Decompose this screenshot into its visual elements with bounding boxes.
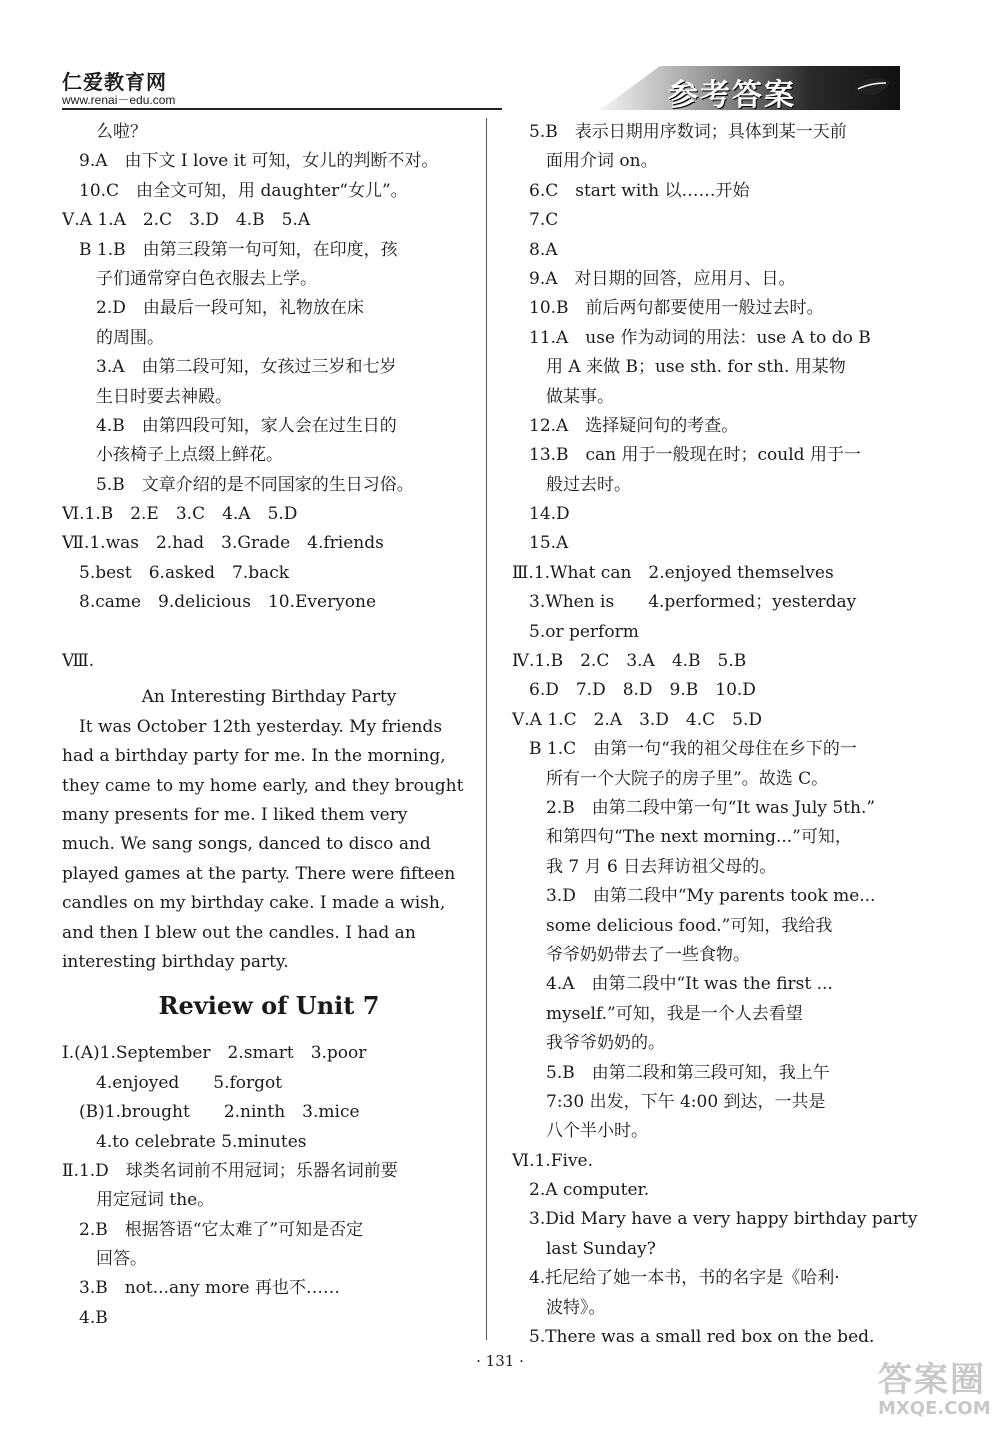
essay-line: many presents for me. I liked them very bbox=[62, 804, 408, 825]
answer-line: Ⅵ.1.Five. bbox=[512, 1150, 594, 1171]
answer-line: some delicious food.”可知，我给我 bbox=[512, 915, 833, 936]
answer-line: myself.”可知，我是一个人去看望 bbox=[512, 1003, 803, 1024]
answer-line: 5.or perform bbox=[512, 621, 639, 642]
answer-line: 波特》。 bbox=[512, 1297, 606, 1318]
essay-line: interesting birthday party. bbox=[62, 951, 289, 972]
answer-line: Ⅵ.1.B 2.E 3.C 4.A 5.D bbox=[62, 504, 298, 525]
answer-line: 般过去时。 bbox=[512, 474, 631, 495]
section-heading: Review of Unit 7 bbox=[158, 991, 380, 1021]
answer-line: 3.Did Mary have a very happy birthday party bbox=[512, 1209, 918, 1230]
essay-line: It was October 12th yesterday. My friends bbox=[62, 716, 443, 737]
answer-line: 4.B 由第四段可知，家人会在过生日的 bbox=[62, 415, 397, 436]
site-url: www.renai－edu.com bbox=[62, 93, 176, 107]
leaf-logo-icon bbox=[852, 74, 892, 104]
answer-line: 9.A 对日期的回答，应用月、日。 bbox=[512, 268, 796, 289]
answer-line: 用定冠词 the。 bbox=[62, 1190, 215, 1211]
header-rule bbox=[62, 108, 502, 110]
answer-line: 3.A 由第二段可知，女孩过三岁和七岁 bbox=[62, 357, 397, 378]
review-answer-lines bbox=[62, 1039, 476, 1333]
answer-line: 10.C 由全文可知，用 daughter“女儿”。 bbox=[62, 180, 408, 201]
answer-line: 4.enjoyed 5.forgot bbox=[62, 1072, 283, 1093]
answer-line: 8.A bbox=[512, 239, 558, 260]
essay-line: much. We sang songs, danced to disco and bbox=[62, 834, 431, 855]
answer-line: 回答。 bbox=[62, 1249, 147, 1270]
answer-line: 八个半小时。 bbox=[512, 1121, 648, 1142]
answer-line: 5.best 6.asked 7.back bbox=[62, 562, 290, 583]
answer-line: 子们通常穿白色衣服去上学。 bbox=[62, 268, 317, 289]
answer-line: (B)1.brought 2.ninth 3.mice bbox=[62, 1102, 360, 1123]
answer-line: 所有一个大院子的房子里”。故选 C。 bbox=[512, 768, 829, 789]
answer-line: 2.D 由最后一段可知，礼物放在床 bbox=[62, 298, 364, 319]
right-answer-lines bbox=[512, 118, 918, 1352]
answer-line: 12.A 选择疑问句的考查。 bbox=[512, 415, 739, 436]
answer-line: 5.B 由第二段和第三段可知，我上午 bbox=[512, 1062, 830, 1083]
answer-line: 15.A bbox=[512, 533, 569, 554]
answer-line: 4.托尼给了她一本书，书的名字是《哈利· bbox=[512, 1268, 840, 1289]
answer-line: 我 7 月 6 日去拜访祖父母的。 bbox=[512, 856, 777, 877]
watermark-url: MXQE.COM bbox=[878, 1398, 991, 1419]
answer-line: 2.B 由第二段中第一句“It was July 5th.” bbox=[512, 797, 876, 818]
right-column bbox=[512, 118, 918, 1352]
answer-line: 5.B 文章介绍的是不同国家的生日习俗。 bbox=[62, 474, 414, 495]
answer-line: 生日时要去神殿。 bbox=[62, 386, 232, 407]
answer-line: 4.to celebrate 5.minutes bbox=[62, 1131, 307, 1152]
answer-line: 我爷爷奶奶的。 bbox=[512, 1033, 665, 1054]
answer-line: 2.B 根据答语“它太难了”可知是否定 bbox=[62, 1219, 364, 1240]
essay-line: had a birthday party for me. In the morning, bbox=[62, 746, 446, 767]
answer-line: 2.A computer. bbox=[512, 1180, 650, 1201]
answer-line: 13.B can 用于一般现在时；could 用于一 bbox=[512, 445, 861, 466]
answer-line: 10.B 前后两句都要使用一般过去时。 bbox=[512, 298, 824, 319]
essay-title: An Interesting Birthday Party bbox=[141, 687, 397, 708]
answer-line: 8.came 9.delicious 10.Everyone bbox=[62, 592, 377, 613]
answer-line: Ⅴ.A 1.C 2.A 3.D 4.C 5.D bbox=[512, 709, 763, 730]
essay-line: and then I blew out the candles. I had an bbox=[62, 922, 416, 943]
essay-label: Ⅷ. bbox=[62, 651, 95, 672]
answer-line: 6.D 7.D 8.D 9.B 10.D bbox=[512, 680, 756, 701]
answer-line: 11.A use 作为动词的用法：use A to do B bbox=[512, 327, 871, 348]
site-name: 仁爱教育网 bbox=[62, 70, 167, 94]
answer-line: Ⅰ.(A)1.September 2.smart 3.poor bbox=[62, 1043, 367, 1064]
answer-line: 的周围。 bbox=[62, 327, 164, 348]
answer-line: 么啦？ bbox=[62, 122, 147, 142]
essay-line: they came to my home early, and they brought bbox=[62, 775, 464, 796]
answer-line: 面用介词 on。 bbox=[512, 151, 658, 172]
answer-line: 小孩椅子上点缀上鲜花。 bbox=[62, 445, 283, 466]
column-divider bbox=[486, 118, 487, 1340]
answer-line: Ⅶ.1.was 2.had 3.Grade 4.friends bbox=[62, 533, 384, 554]
answer-line: 用 A 来做 B；use sth. for sth. 用某物 bbox=[512, 357, 846, 378]
watermark-logo: 答案圈 bbox=[878, 1360, 986, 1400]
answer-line: 4.A 由第二段中“It was the first ... bbox=[512, 974, 833, 995]
answer-line: 做某事。 bbox=[512, 386, 614, 407]
essay-line: played games at the party. There were fifteen bbox=[62, 863, 456, 884]
answer-line: 6.C start with 以……开始 bbox=[512, 180, 750, 201]
answer-line: 5.B 表示日期用序数词；具体到某一天前 bbox=[512, 122, 847, 142]
answer-line: Ⅲ.1.What can 2.enjoyed themselves bbox=[512, 562, 834, 583]
answer-line: 7.C bbox=[512, 210, 559, 231]
answer-line: 9.A 由下文 I love it 可知，女儿的判断不对。 bbox=[62, 151, 439, 172]
page-number: · 131 · bbox=[476, 1352, 524, 1370]
answer-line: last Sunday? bbox=[512, 1238, 656, 1259]
answer-line: Ⅱ.1.D 球类名词前不用冠词；乐器名词前要 bbox=[62, 1160, 398, 1181]
answer-line: B 1.C 由第一句“我的祖父母住在乡下的一 bbox=[512, 739, 857, 760]
answer-line: 3.When is 4.performed；yesterday bbox=[512, 592, 857, 613]
answer-line: 7:30 出发，下午 4:00 到达，一共是 bbox=[512, 1091, 826, 1112]
answer-line: 3.B not...any more 再也不…… bbox=[62, 1278, 340, 1299]
answer-line: 3.D 由第二段中“My parents took me... bbox=[512, 886, 876, 907]
answer-line: 14.D bbox=[512, 504, 570, 525]
left-column bbox=[62, 118, 476, 1333]
essay-body bbox=[62, 713, 476, 978]
banner-title: 参考答案 bbox=[668, 78, 796, 113]
answer-line: Ⅳ.1.B 2.C 3.A 4.B 5.B bbox=[512, 651, 747, 672]
left-answer-lines bbox=[62, 118, 476, 618]
answer-line: Ⅴ.A 1.A 2.C 3.D 4.B 5.A bbox=[62, 210, 311, 231]
answer-line: 爷爷奶奶带去了一些食物。 bbox=[512, 944, 750, 965]
essay-line: candles on my birthday cake. I made a wish, bbox=[62, 893, 446, 914]
answer-line: B 1.B 由第三段第一句可知，在印度，孩 bbox=[62, 239, 398, 260]
answer-line: 和第四句“The next morning...”可知， bbox=[512, 827, 852, 848]
answer-line: 5.There was a small red box on the bed. bbox=[512, 1327, 875, 1348]
answer-line: 4.B bbox=[62, 1307, 108, 1328]
